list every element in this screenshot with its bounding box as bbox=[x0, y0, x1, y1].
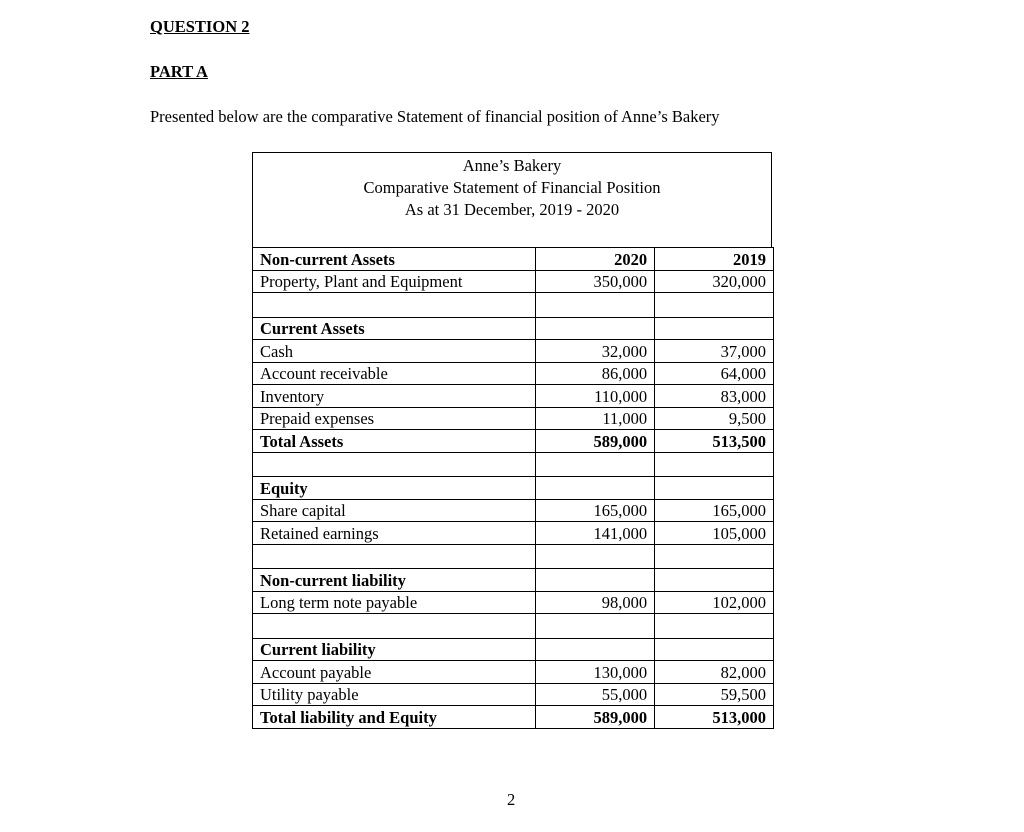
value-2019 bbox=[655, 293, 774, 318]
financial-position-table bbox=[252, 247, 774, 729]
value-2020 bbox=[536, 614, 655, 639]
row-label: Total Assets bbox=[253, 430, 536, 453]
value-2019: 59,500 bbox=[655, 683, 774, 706]
table-row bbox=[253, 430, 774, 453]
statement-title: Comparative Statement of Financial Position bbox=[363, 178, 661, 197]
value-2020: 130,000 bbox=[536, 661, 655, 684]
value-2019: 64,000 bbox=[655, 362, 774, 385]
table-row bbox=[253, 499, 774, 522]
value-2020 bbox=[536, 544, 655, 569]
company-name: Anne’s Bakery bbox=[462, 156, 562, 175]
value-2020 bbox=[536, 638, 655, 661]
row-label bbox=[253, 544, 536, 569]
row-label: Share capital bbox=[253, 499, 536, 522]
value-2019: 37,000 bbox=[655, 340, 774, 363]
blank-row bbox=[253, 452, 774, 477]
value-2019 bbox=[655, 638, 774, 661]
statement-header bbox=[252, 152, 772, 247]
row-label: Non-current Assets bbox=[253, 248, 536, 271]
value-2020: 110,000 bbox=[536, 385, 655, 408]
value-2019: 82,000 bbox=[655, 661, 774, 684]
value-2019: 320,000 bbox=[655, 270, 774, 293]
row-label: Property, Plant and Equipment bbox=[253, 270, 536, 293]
value-2019: 9,500 bbox=[655, 407, 774, 430]
value-2020 bbox=[536, 477, 655, 500]
table-row bbox=[253, 340, 774, 363]
row-label: Cash bbox=[253, 340, 536, 363]
table-row bbox=[253, 270, 774, 293]
row-label: Account receivable bbox=[253, 362, 536, 385]
question-heading: QUESTION 2 bbox=[150, 17, 250, 36]
row-label: Current liability bbox=[253, 638, 536, 661]
value-2020 bbox=[536, 293, 655, 318]
value-2019: 83,000 bbox=[655, 385, 774, 408]
row-label: Current Assets bbox=[253, 317, 536, 340]
value-2020 bbox=[536, 452, 655, 477]
value-2020 bbox=[536, 317, 655, 340]
table-row bbox=[253, 638, 774, 661]
value-2019: 165,000 bbox=[655, 499, 774, 522]
value-2019: 513,000 bbox=[655, 706, 774, 729]
value-2019: 2019 bbox=[655, 248, 774, 271]
row-label: Long term note payable bbox=[253, 591, 536, 614]
table-row bbox=[253, 661, 774, 684]
row-label bbox=[253, 614, 536, 639]
value-2020: 350,000 bbox=[536, 270, 655, 293]
value-2019: 102,000 bbox=[655, 591, 774, 614]
row-label: Inventory bbox=[253, 385, 536, 408]
value-2019: 105,000 bbox=[655, 522, 774, 545]
row-label: Account payable bbox=[253, 661, 536, 684]
value-2020: 165,000 bbox=[536, 499, 655, 522]
table-row bbox=[253, 706, 774, 729]
value-2019 bbox=[655, 544, 774, 569]
table-row bbox=[253, 477, 774, 500]
value-2020: 141,000 bbox=[536, 522, 655, 545]
table-row bbox=[253, 362, 774, 385]
table-row bbox=[253, 385, 774, 408]
row-label: Non-current liability bbox=[253, 569, 536, 592]
value-2020: 589,000 bbox=[536, 430, 655, 453]
row-label: Retained earnings bbox=[253, 522, 536, 545]
blank-row bbox=[253, 614, 774, 639]
table-row bbox=[253, 683, 774, 706]
page-number: 2 bbox=[507, 790, 516, 809]
row-label bbox=[253, 452, 536, 477]
table-row bbox=[253, 317, 774, 340]
value-2020: 98,000 bbox=[536, 591, 655, 614]
table-row bbox=[253, 591, 774, 614]
row-label: Total liability and Equity bbox=[253, 706, 536, 729]
value-2019 bbox=[655, 569, 774, 592]
value-2019 bbox=[655, 317, 774, 340]
value-2020: 2020 bbox=[536, 248, 655, 271]
value-2020: 11,000 bbox=[536, 407, 655, 430]
part-heading: PART A bbox=[150, 62, 208, 81]
intro-paragraph: Presented below are the comparative Statement of financial position of Anne’s Bakery bbox=[150, 107, 720, 126]
row-label bbox=[253, 293, 536, 318]
value-2020: 86,000 bbox=[536, 362, 655, 385]
value-2020: 55,000 bbox=[536, 683, 655, 706]
table-row bbox=[253, 569, 774, 592]
value-2019 bbox=[655, 614, 774, 639]
statement-date: As at 31 December, 2019 - 2020 bbox=[404, 200, 620, 219]
table-row bbox=[253, 248, 774, 271]
row-label: Utility payable bbox=[253, 683, 536, 706]
blank-row bbox=[253, 293, 774, 318]
table-row bbox=[253, 522, 774, 545]
table-row bbox=[253, 407, 774, 430]
value-2020: 32,000 bbox=[536, 340, 655, 363]
value-2020: 589,000 bbox=[536, 706, 655, 729]
blank-row bbox=[253, 544, 774, 569]
row-label: Equity bbox=[253, 477, 536, 500]
row-label: Prepaid expenses bbox=[253, 407, 536, 430]
value-2020 bbox=[536, 569, 655, 592]
value-2019 bbox=[655, 452, 774, 477]
value-2019: 513,500 bbox=[655, 430, 774, 453]
value-2019 bbox=[655, 477, 774, 500]
